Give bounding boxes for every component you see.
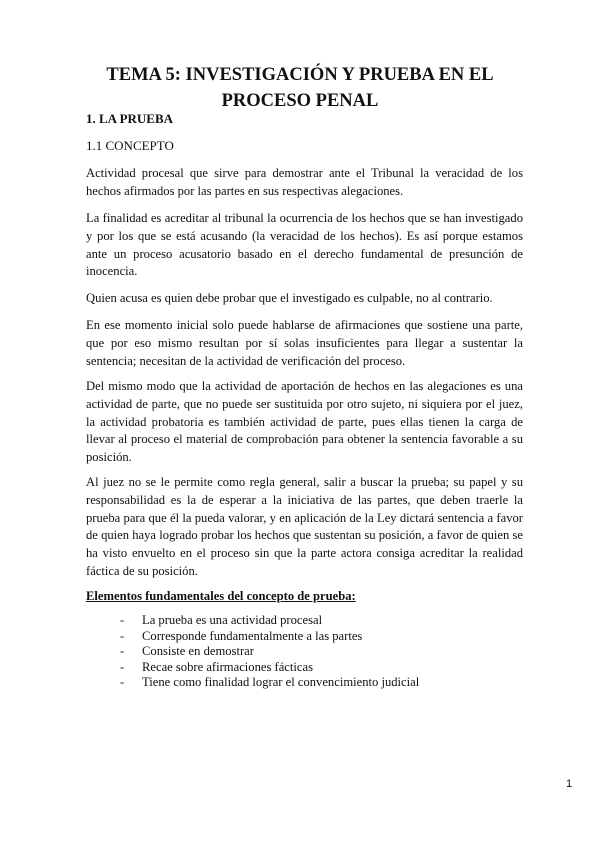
list-item-text: Tiene como finalidad lograr el convencimiento judicial — [142, 675, 420, 690]
paragraph: La finalidad es acreditar al tribunal la ocurrencia de los hechos que se han investigado y por los que se está acusando (la veracidad de los hechos). Es así porque estamos ante un proceso acusatorio basado en el derecho fundamental de presunción de inocencia. — [86, 211, 523, 279]
list-item — [120, 644, 419, 660]
list-item-text: Recae sobre afirmaciones fácticas — [142, 659, 313, 674]
subsection-heading: 1.1 CONCEPTO — [86, 138, 174, 153]
elements-heading: Elementos fundamentales del concepto de prueba: — [86, 589, 356, 603]
dash-bullet: - — [120, 644, 125, 659]
list-item — [120, 660, 419, 676]
paragraph: Del mismo modo que la actividad de aportación de hechos en las alegaciones es una actividad de parte, que no puede ser sustituida por otro sujeto, ni siquiera por el juez, la actividad probatoria es también actividad de parte, pues ellas tienen la carga de llevar al proceso el material de comprobación para obtener la sentencia favorable a su posición. — [86, 379, 523, 465]
list-item-text: Consiste en demostrar — [142, 644, 254, 659]
list-item — [120, 675, 419, 691]
dash-bullet: - — [120, 628, 125, 643]
paragraph: En ese momento inicial solo puede hablarse de afirmaciones que sostiene una parte, que por eso mismo resultan por sí solas insuficientes para llegar a sustentar la sentencia; necesitan de la actividad de verificación del proceso. — [86, 318, 523, 368]
elements-list — [120, 613, 419, 691]
list-item — [120, 629, 419, 645]
paragraph: Quien acusa es quien debe probar que el investigado es culpable, no al contrario. — [86, 291, 493, 305]
list-item — [120, 613, 419, 629]
section-heading: 1. LA PRUEBA — [86, 111, 174, 126]
dash-bullet: - — [120, 675, 125, 690]
page-number: 1 — [566, 778, 573, 790]
paragraph: Al juez no se le permite como regla general, salir a buscar la prueba; su papel y su responsabilidad es la de esperar a la iniciativa de las partes, que deben traerle la prueba para que él la pueda valorar, y en aplicación de la Ley dictará sentencia a favor de quien haya logrado probar los hechos que sustentan su posición, a favor de quien se ha visto envuelto en el proceso sin que la parte actora consiga acreditar la realidad fáctica de su posición. — [86, 475, 523, 578]
paragraph: Actividad procesal que sirve para demostrar ante el Tribunal la veracidad de los hechos afirmados por las partes en sus respectivas alegaciones. — [86, 166, 523, 198]
list-item-text: La prueba es una actividad procesal — [142, 613, 323, 627]
list-item-text: Corresponde fundamentalmente a las partes — [142, 628, 363, 643]
dash-bullet: - — [120, 613, 125, 627]
dash-bullet: - — [120, 659, 125, 674]
document-title: TEMA 5: INVESTIGACIÓN Y PRUEBA EN EL PROCESO PENAL — [106, 65, 494, 111]
